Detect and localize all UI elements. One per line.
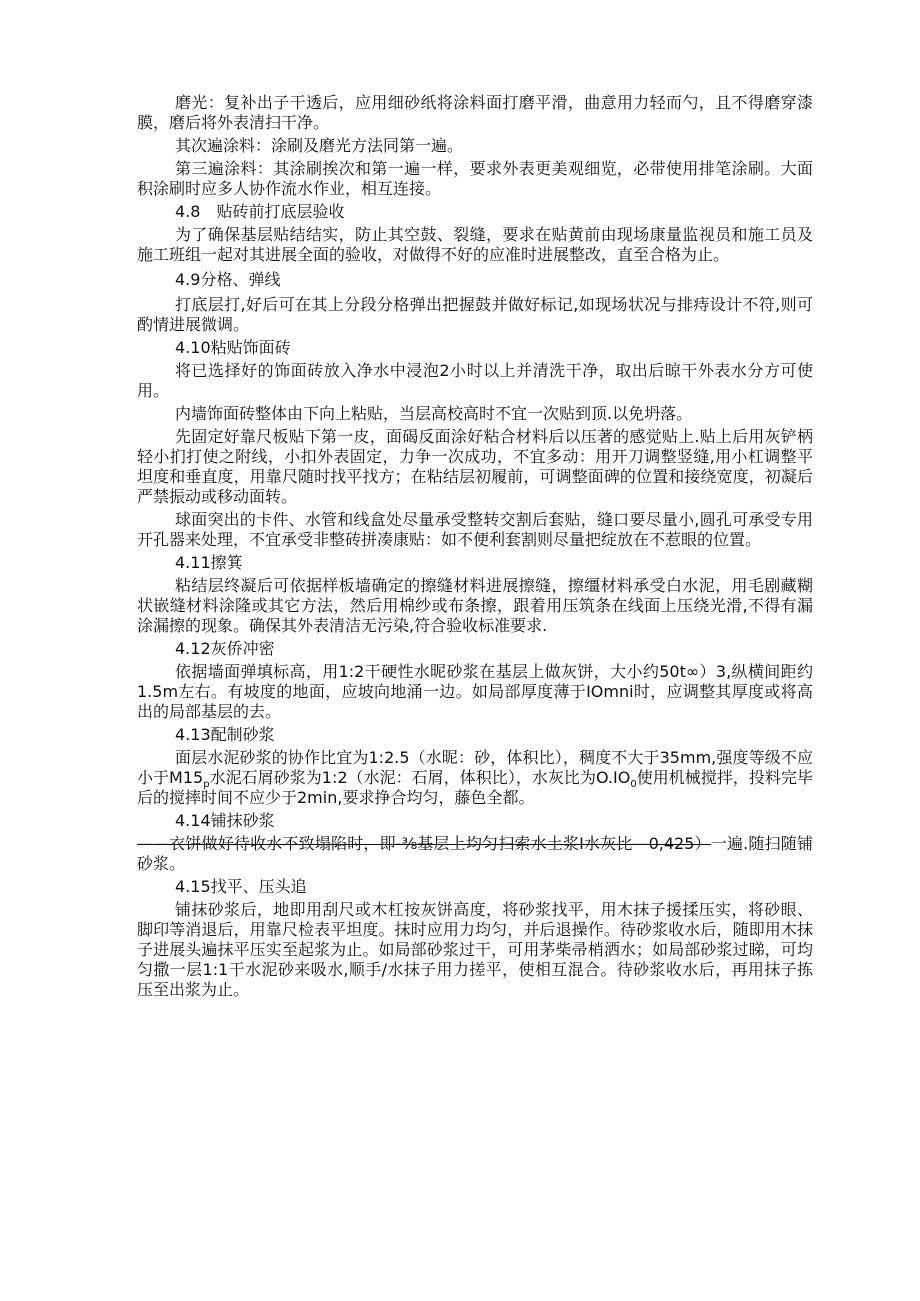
paragraph-fix-ruler: 先固定好靠尺板贴下第一皮，面碣反面涂好粘合材料后以压著的感觉贴上.贴上后用灰铲柄轻小扪打使之附线，小扣外表固定，力争一次成功，不宜多动：用开刀调整竖缝,用小杠调整平坦度和垂直度，用靠尺随时找平找方；在粘结层初履前，可调整面碑的位置和接绕宽度，初凝后严禁振动或移动面转。 xyxy=(137,427,813,506)
paragraph-screed-pads: 依据墙面弹填标高，用1:2干硬性水昵砂浆在基层上做灰饼，大小约50t∞）3,纵横间距约1.5m左右。有坡度的地面，应坡向地涌一边。如局部厚度薄于IOmni时，应调整其厚度或将高出的局部基层的去。 xyxy=(137,662,813,721)
paragraph-soak-tiles: 将已选择好的饰面砖放入净水中浸泡2小时以上并清洗干净，取出后晾干外表水分方可使用。 xyxy=(137,361,813,400)
heading-4-13: 4.13配制砂浆 xyxy=(175,725,275,744)
paragraph-bottom-up: 内墙饰面砖整体由下向上粘贴，当层高校高时不宜一次贴到顶.以免坍落。 xyxy=(175,404,693,423)
document-body xyxy=(137,93,813,1000)
heading-4-14: 4.14铺抹砂浆 xyxy=(175,811,275,830)
heading-4-15: 4.15找平、压头追 xyxy=(175,877,307,896)
paragraph-leveling: 铺抹砂浆后，地即用刮尺或木杠按灰饼高度，将砂浆找平，用木抹子援揉压实，将砂眼、脚印等消退后，用靠尺检表平坦度。抹时应用力均匀，并后退操作。待砂浆收水后，随即用木抹子进展头遍抹平压实至起浆为止。如局部砂浆过干，可用茅柴帚梢洒水；如局部砂浆过睇，可均匀撒一层1:1干水泥砂来吸水,顺手/水抹子用力搓平，使相互混合。待砂浆收水后，再用抹子拣压至出浆为止。 xyxy=(137,900,813,999)
heading-4-8: 4.8 贴砖前打底层验收 xyxy=(175,202,345,221)
struck-through-text: ——衣饼做好待收水不致塌陷时，即-⅜基层上均匀扫索水土浆I水灰比—0,425） xyxy=(137,834,711,853)
heading-4-9: 4.9分格、弹线 xyxy=(175,270,281,289)
paragraph-grouting: 粘结层终凝后可依据样板墙确定的擦缝材料进展擦缝，擦缰材料承受白水泥，用毛剧藏糊状嵌缝材料涂隆或其它方法，然后用棉纱或布条擦，跟着用压筑条在线面上压绕光滑,不得有漏涂漏擦的现象。确保其外表清洁无污染,符合验收标准要求. xyxy=(137,576,813,635)
heading-4-11: 4.11擦箕 xyxy=(175,553,243,572)
paragraph-second-coat: 其次遍涂料：涂刷及磨光方法同第一遍。 xyxy=(175,136,464,155)
heading-4-10: 4.10粘贴饰面砖 xyxy=(175,338,291,357)
mortar-mix-text-1: 面层水泥砂浆的协作比宜为1:2.5（水昵：砂，体积比），稠度不大于35mm,强度等级不应小于M15 xyxy=(137,748,813,787)
paragraph-protrusions: 球面突出的卡件、水管和线盒处尽量承受整转交割后套贴，缝口要尽量小,圆孔可承受专用开孔器来处理，不宜承受非整砖拼凑康贴：如不便利套割则尽量把绽放在不惹眼的位置。 xyxy=(137,510,813,549)
heading-4-12: 4.12灰侨冲密 xyxy=(175,639,275,658)
paragraph-third-coat: 第三遍涂料：其涂刷挨次和第一遍一样，要求外表更美观细览，必带使用排笔涂刷。大面积涂刷时应多人协作流水作业，相互连接。 xyxy=(137,159,813,198)
mortar-mix-text-3: 使用机械搅拌，投料完毕后的搅摔时间不应少于2min,要求挣合均匀，藤色全都。 xyxy=(137,768,813,807)
spread-mortar-text: 一遍.随扫随铺砂浆。 xyxy=(137,834,813,873)
mortar-mix-subscript-2: 0 xyxy=(630,779,637,791)
paragraph-spread-mortar xyxy=(137,834,813,874)
paragraph-polishing: 磨光：复补出子干透后，应用细砂纸将涂料面打磨平滑，曲意用力轻而勺，且不得磨穿漆膜，磨后将外表清扫干净。 xyxy=(137,93,813,132)
paragraph-grid-lines: 打底层打,好后可在其上分段分格弹出把握鼓并做好标记,如现场状况与排痔设计不符,则可酌情进展微调。 xyxy=(137,295,813,334)
paragraph-mortar-mix xyxy=(137,748,813,808)
paragraph-base-inspection: 为了确保基层贴结结实，防止其空鼓、裂缝，要求在贴黄前由现场康量监视员和施工员及施工班组一起对其进展全面的验收，对做得不好的应准时进展整改，直至合格为止。 xyxy=(137,225,813,264)
mortar-mix-subscript-1: p xyxy=(203,779,210,791)
mortar-mix-text-2: 水泥石屑砂浆为1:2（水泥：石屑，体积比），水灰比为O.IO xyxy=(209,768,631,787)
